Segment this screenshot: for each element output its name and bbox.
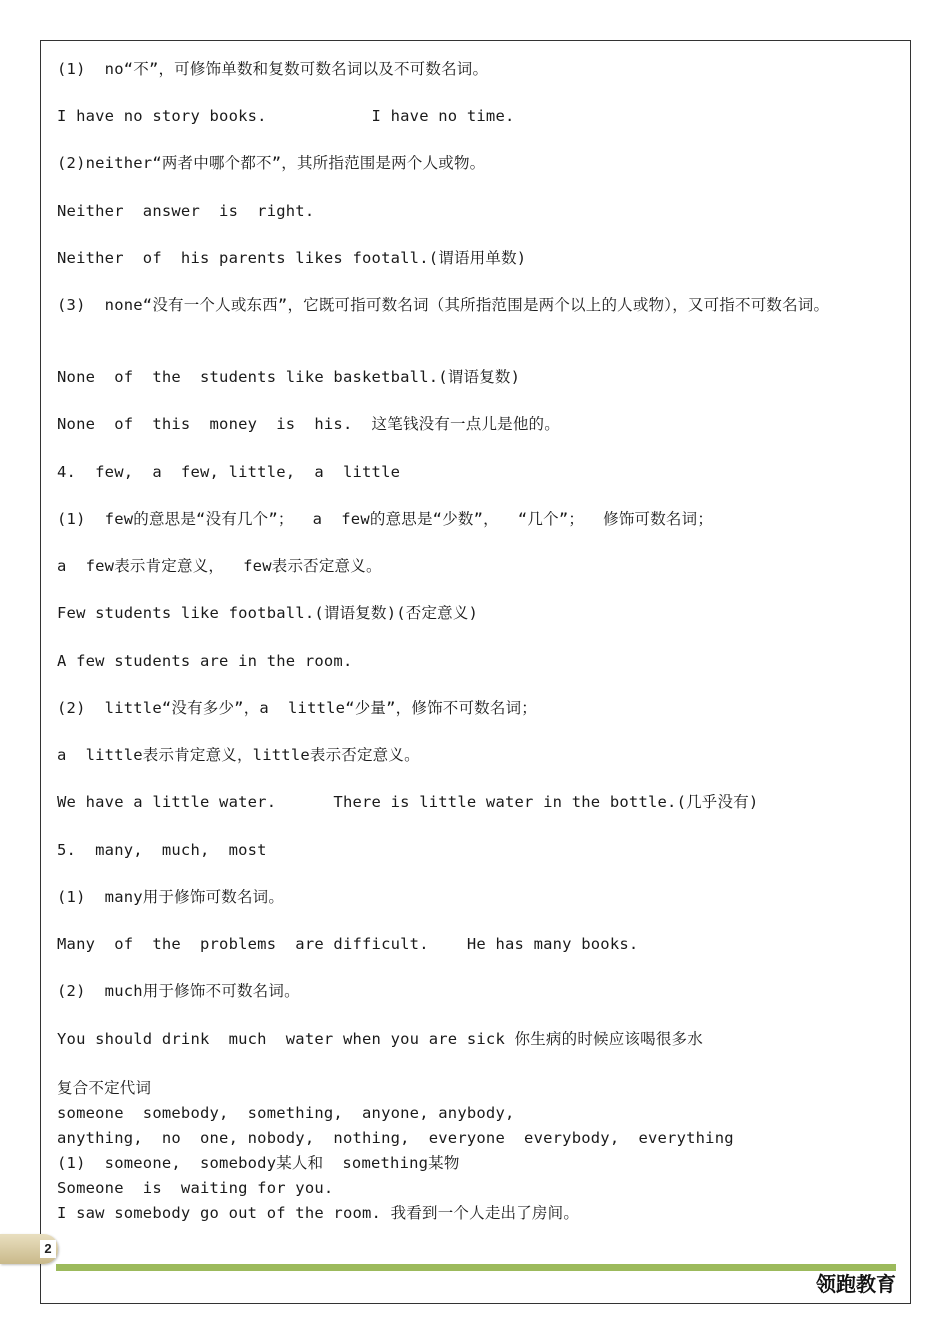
text-line: (1) no“不”，可修饰单数和复数可数名词以及不可数名词。 (57, 60, 489, 78)
text-line: A few students are in the room. (57, 652, 353, 670)
text-line: (3) none“没有一个人或东西”，它既可指可数名词（其所指范围是两个以上的人或物），又可指不可数名词。 (57, 296, 830, 314)
text-line: someone somebody, something, anyone, anybody, (57, 1104, 515, 1122)
text-line: (1) many用于修饰可数名词。 (57, 888, 285, 906)
text-line: (1) few的意思是“没有几个”； a few的意思是“少数”， “几个”； 修饰可数名词； (57, 510, 714, 528)
page-number: 2 (40, 1240, 56, 1258)
text-line: Few students like football.(谓语复数)(否定意义) (57, 604, 479, 622)
footer-rule (56, 1264, 896, 1271)
text-line: (2)neither“两者中哪个都不”，其所指范围是两个人或物。 (57, 154, 486, 172)
text-line: I have no story books. I have no time. (57, 107, 515, 125)
text-line: You should drink much water when you are sick 你生病的时候应该喝很多水 (57, 1030, 703, 1048)
text-line: (2) much用于修饰不可数名词。 (57, 982, 300, 1000)
brand-logo-text: 领跑教育 (816, 1272, 896, 1296)
text-line: Neither answer is right. (57, 202, 315, 220)
text-line: 5. many, much, most (57, 841, 267, 859)
text-line: None of this money is his. 这笔钱没有一点儿是他的。 (57, 415, 560, 433)
text-line: a little表示肯定意义，little表示否定意义。 (57, 746, 420, 764)
text-line: Someone is waiting for you. (57, 1179, 334, 1197)
text-line: We have a little water. There is little water in the bottle.(几乎没有) (57, 793, 759, 811)
text-line: a few表示肯定意义， few表示否定意义。 (57, 557, 382, 575)
text-line: anything, no one, nobody, nothing, everyone everybody, everything (57, 1129, 734, 1147)
text-line: None of the students like basketball.(谓语复数) (57, 368, 521, 386)
text-line: (1) someone, somebody某人和 something某物 (57, 1154, 460, 1172)
text-line: I saw somebody go out of the room. 我看到一个人走出了房间。 (57, 1204, 580, 1222)
text-line: Many of the problems are difficult. He has many books. (57, 935, 639, 953)
text-line: Neither of his parents likes footall.(谓语用单数) (57, 249, 527, 267)
text-line: 4. few, a few, little, a little (57, 463, 401, 481)
text-line: (2) little“没有多少”，a little“少量”，修饰不可数名词； (57, 699, 537, 717)
text-line: 复合不定代词 (57, 1079, 152, 1097)
